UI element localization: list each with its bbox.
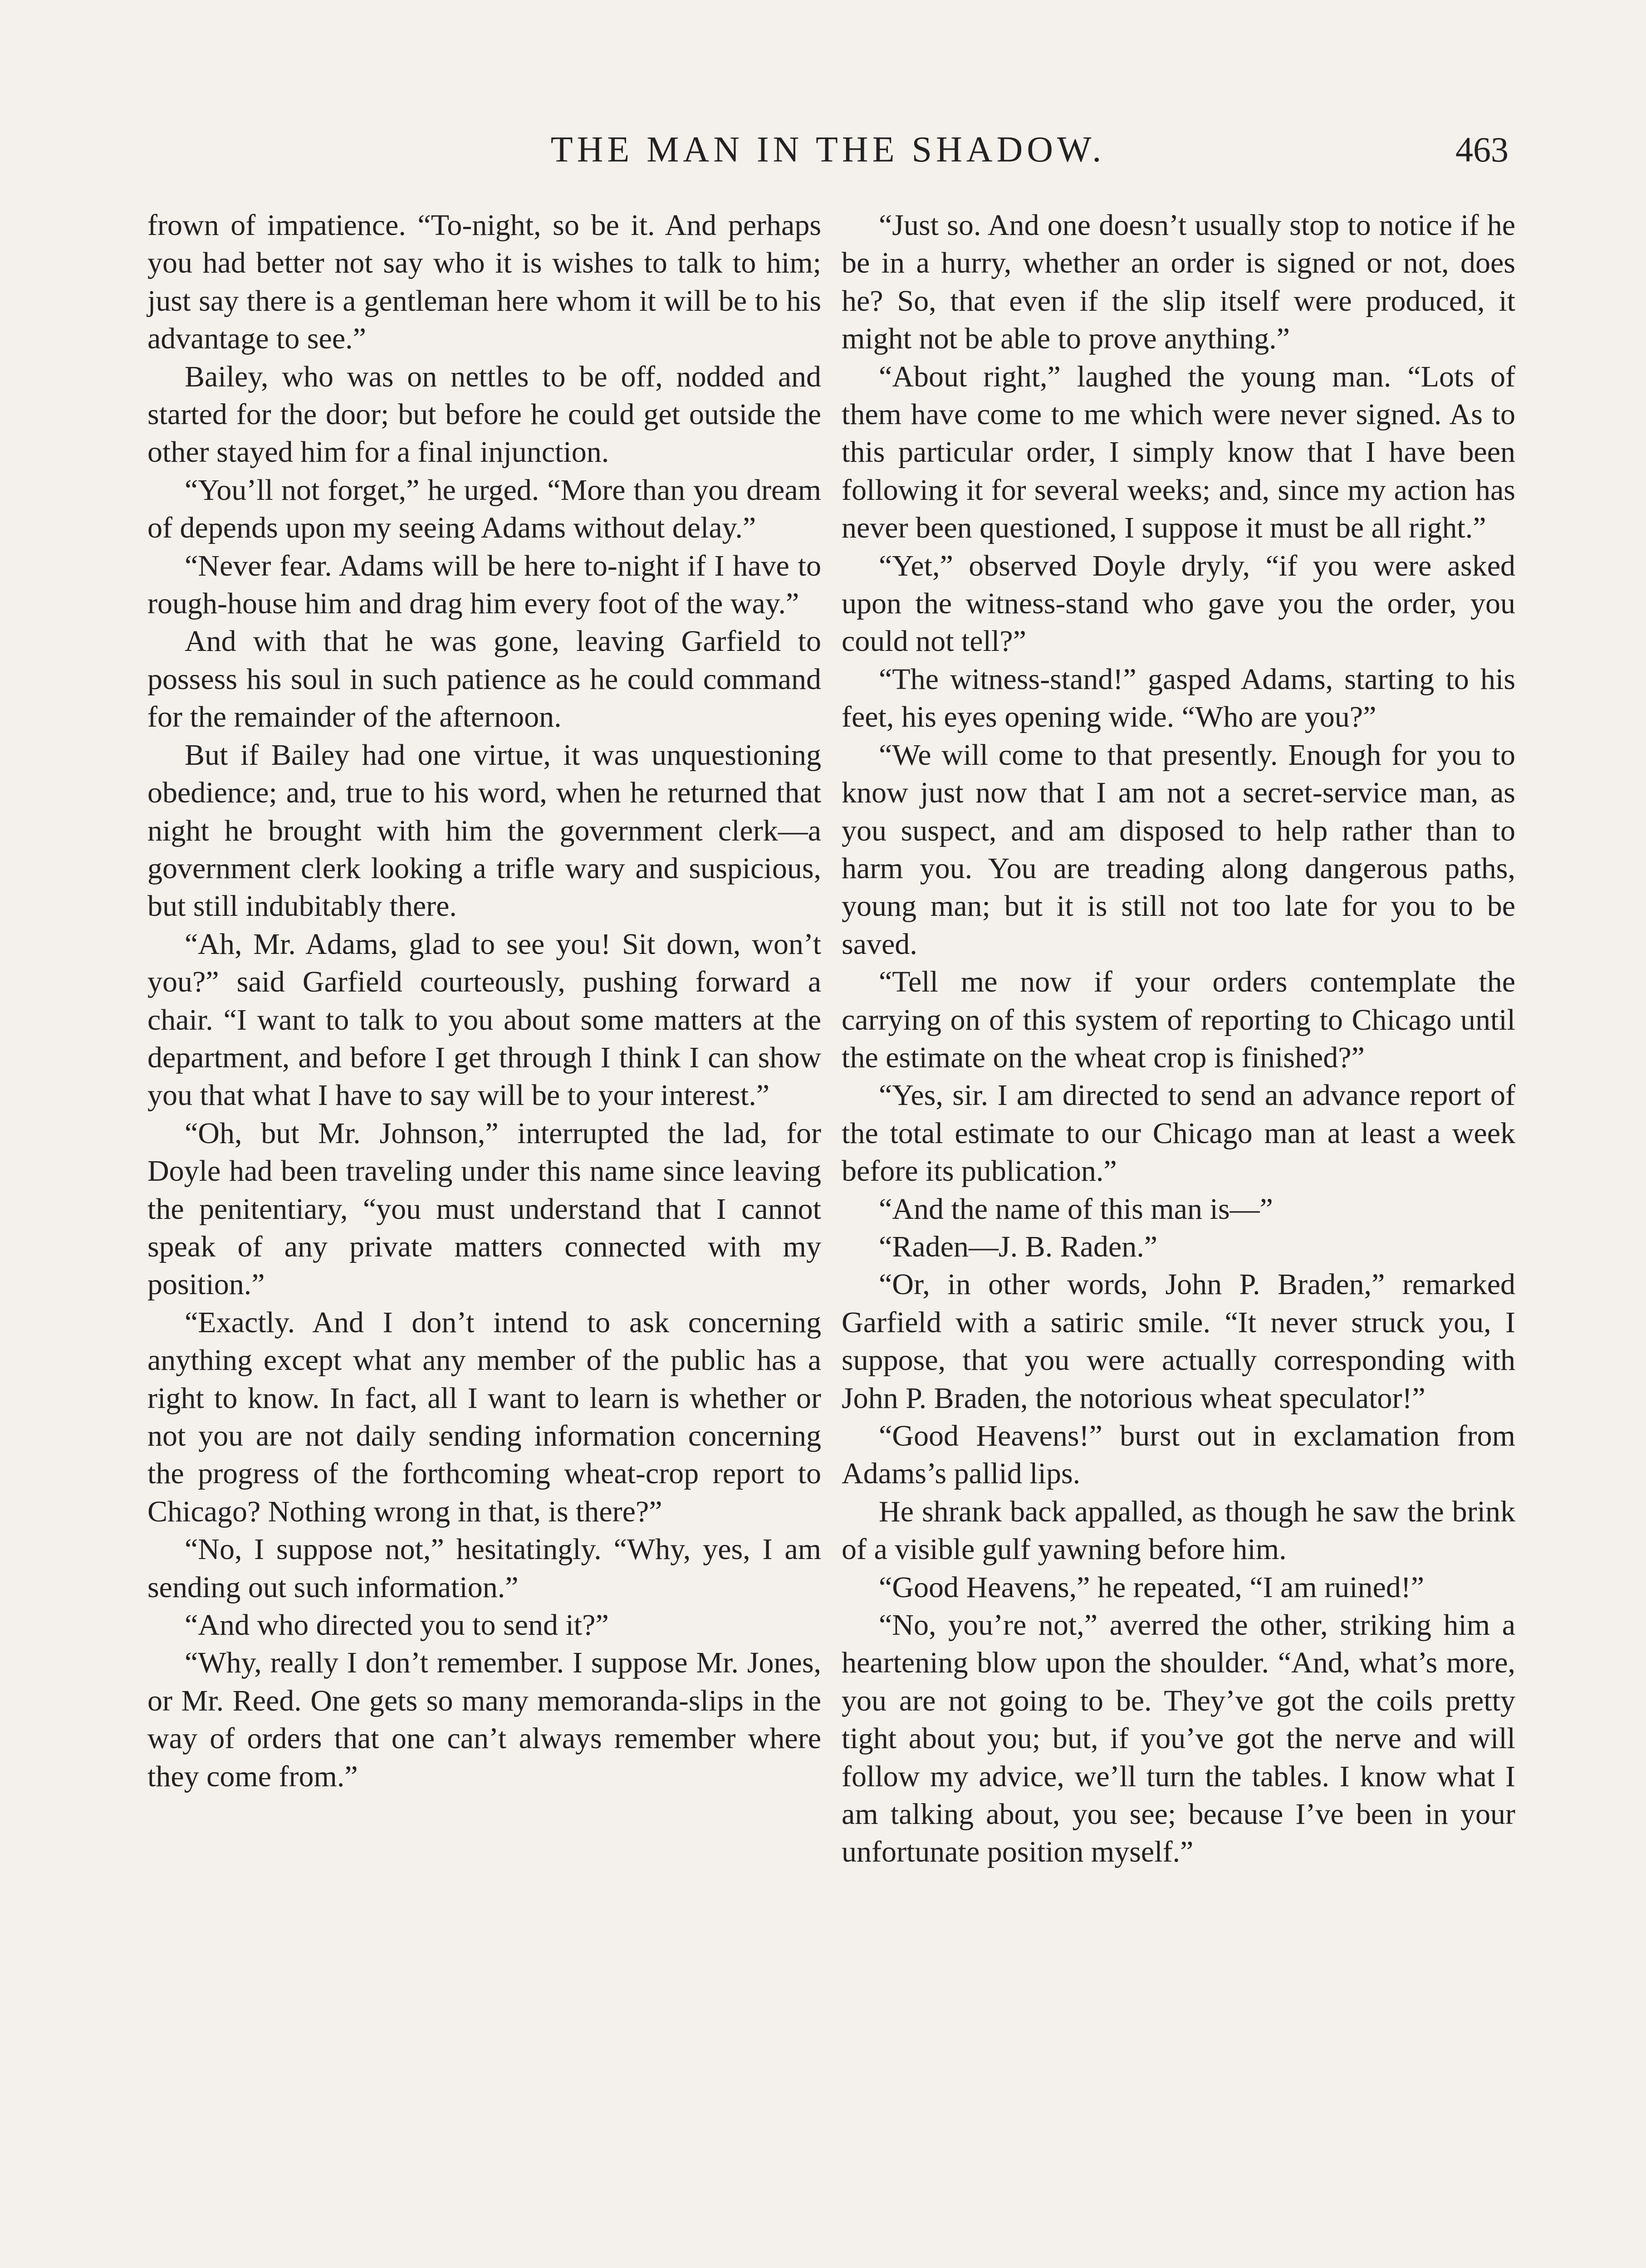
- paragraph: Bailey, who was on nettles to be off, nodded and started for the door; but before he could get outside the other stayed him for a final injunction.: [147, 360, 821, 469]
- paragraph: “Yes, sir. I am directed to send an advance report of the total estimate to our Chicago man at least a week before its publication.”: [842, 1079, 1515, 1188]
- paragraph: “Oh, but Mr. Johnson,” interrupted the lad, for Doyle had been traveling under this name since leaving the penitentiary, “you must understand that I cannot speak of any private matters connected with my position.”: [147, 1116, 821, 1301]
- page-number: 463: [1455, 130, 1509, 169]
- paragraph: “And the name of this man is—”: [879, 1192, 1273, 1226]
- paragraph: “Good Heavens,” he repeated, “I am ruined!”: [879, 1570, 1425, 1604]
- paragraph: “Yet,” observed Doyle dryly, “if you were asked upon the witness-stand who gave you the order, you could not tell?”: [842, 549, 1515, 658]
- paragraph: “Or, in other words, John P. Braden,” remarked Garfield with a satiric smile. “It never struck you, I suppose, that you were actually corresponding with John P. Braden, the notorious wheat speculator!”: [842, 1268, 1515, 1415]
- paragraph: “Never fear. Adams will be here to-night if I have to rough-house him and drag him every foot of the way.”: [147, 549, 821, 621]
- paragraph: “Just so. And one doesn’t usually stop to notice if he be in a hurry, whether an order is signed or not, does he? So, that even if the slip itself were produced, it might not be able to prove anything.”: [842, 209, 1515, 356]
- paragraph: “Raden—J. B. Raden.”: [879, 1230, 1158, 1263]
- paragraph: frown of impatience. “To-night, so be it. And perhaps you had better not say who it is wishes to talk to him; just say there is a gentleman here whom it will be to his advantage to see.”: [147, 209, 821, 356]
- paragraph: “And who directed you to send it?”: [185, 1608, 609, 1642]
- paragraph: But if Bailey had one virtue, it was unquestioning obedience; and, true to his word, when he returned that night he brought with him the government clerk—a government clerk looking a trifle wary and suspicious, but still indubitably there.: [147, 738, 821, 923]
- paragraph: “We will come to that presently. Enough for you to know just now that I am not a secret-service man, as you suspect, and am disposed to help rather than to harm you. You are treading along dangerous paths, young man; but it is still not too late for you to be saved.: [842, 738, 1515, 961]
- paragraph: He shrank back appalled, as though he saw the brink of a visible gulf yawning before him.: [842, 1495, 1515, 1566]
- paragraph: “Exactly. And I don’t intend to ask concerning anything except what any member of the public has a right to know. In fact, all I want to learn is whether or not you are not daily sending information concerning the progress of the forthcoming wheat-crop report to Chicago? Nothing wrong in that, is there?”: [147, 1305, 821, 1528]
- paragraph: And with that he was gone, leaving Garfield to possess his soul in such patience as he could command for the remainder of the afternoon.: [147, 625, 821, 734]
- paragraph: “About right,” laughed the young man. “Lots of them have come to me which were never signed. As to this particular order, I simply know that I have been following it for several weeks; and, since my action has never been questioned, I suppose it must be all right.”: [842, 360, 1515, 545]
- paragraph: “The witness-stand!” gasped Adams, starting to his feet, his eyes opening wide. “Who are you?”: [842, 662, 1515, 734]
- paragraph: “Tell me now if your orders contemplate the carrying on of this system of reporting to Chicago until the estimate on the wheat crop is finished?”: [842, 965, 1515, 1074]
- paragraph: “Why, really I don’t remember. I suppose Mr. Jones, or Mr. Reed. One gets so many memoranda-slips in the way of orders that one can’t always remember where they come from.”: [147, 1646, 821, 1793]
- paragraph: “Ah, Mr. Adams, glad to see you! Sit down, won’t you?” said Garfield courteously, pushing forward a chair. “I want to talk to you about some matters at the department, and before I get through I think I can show you that what I have to say will be to your interest.”: [147, 927, 821, 1112]
- running-title: THE MAN IN THE SHADOW.: [550, 130, 1106, 170]
- page-header: [147, 129, 1509, 184]
- paragraph: “You’ll not forget,” he urged. “More than you dream of depends upon my seeing Adams without delay.”: [147, 473, 821, 545]
- paragraph: “No, I suppose not,” hesitatingly. “Why, yes, I am sending out such information.”: [147, 1533, 821, 1604]
- left-column: [147, 206, 821, 1795]
- paragraph: “Good Heavens!” burst out in exclamation from Adams’s pallid lips.: [842, 1419, 1515, 1491]
- right-column: [842, 206, 1515, 1871]
- paragraph: “No, you’re not,” averred the other, striking him a heartening blow upon the shoulder. “And, what’s more, you are not going to be. They’ve got the coils pretty tight about you; but, if you’ve got the nerve and will follow my advice, we’ll turn the tables. I know what I am talking about, you see; because I’ve been in your unfortunate position myself.”: [842, 1608, 1515, 1869]
